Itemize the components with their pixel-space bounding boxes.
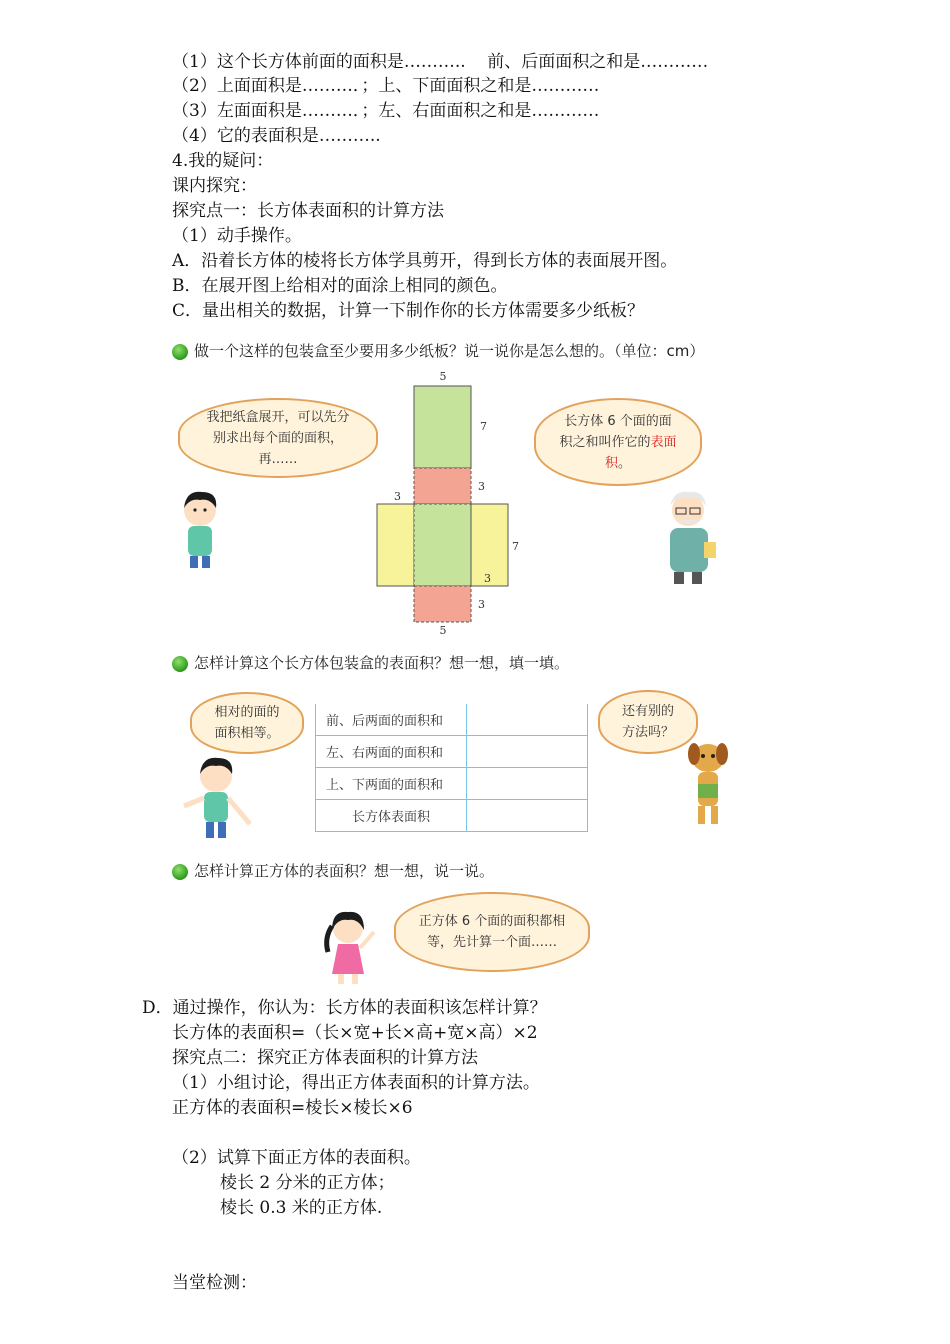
- table-row: [316, 736, 588, 768]
- boy-thinking-illustration: [176, 486, 226, 570]
- net-label-right-height: 7: [512, 540, 519, 553]
- girl-speech-bubble: 正方体 6 个面的面积都相等，先计算一个面……: [394, 892, 590, 972]
- net-label-right-width: 3: [484, 572, 491, 585]
- figure-heading-3: 怎样计算正方体的表面积？想一想，说一说。: [194, 862, 495, 880]
- cuboid-net-diagram: [360, 366, 540, 638]
- point-two-heading: 探究点二：探究正方体表面积的计算方法: [172, 1048, 478, 1068]
- net-label-left: 3: [394, 490, 401, 503]
- practice-step: （2）试算下面正方体的表面积。: [172, 1148, 421, 1168]
- boy-speech-bubble-1: 我把纸盒展开，可以先分别求出每个面的面积，再……: [178, 398, 378, 478]
- green-bullet-icon: [172, 344, 188, 360]
- teacher-speech-bubble: 长方体 6 个面的面积之和叫作它的表面积。: [534, 398, 702, 486]
- table-row: [316, 768, 588, 800]
- net-label-top: 5: [439, 370, 447, 383]
- point-one-heading: 探究点一：长方体表面积的计算方法: [172, 201, 444, 221]
- green-bullet-icon: [172, 864, 188, 880]
- highlight-term: 表面积: [604, 434, 677, 471]
- answer-cell[interactable]: [467, 704, 588, 736]
- question-line-3: （3）左面面积是………．；左、右面面积之和是…………: [172, 101, 600, 121]
- step-c: C．量出相关的数据，计算一下制作你的长方体需要多少纸板？: [172, 301, 645, 321]
- figure-heading-2: 怎样计算这个长方体包装盒的表面积？想一想，填一填。: [194, 654, 570, 672]
- dog-speech-bubble: 还有别的方法吗？: [598, 690, 698, 754]
- net-face-left: [377, 504, 414, 586]
- cube-formula: 正方体的表面积=棱长×棱长×6: [172, 1098, 413, 1118]
- step-a: A．沿着长方体的棱将长方体学具剪开，得到长方体的表面展开图。: [172, 251, 678, 271]
- surface-area-fill-table: [315, 704, 588, 832]
- boy-speech-bubble-2: 相对的面的面积相等。: [190, 692, 304, 754]
- answer-cell[interactable]: [467, 800, 588, 832]
- table-row-label: 长方体表面积: [316, 800, 467, 832]
- cuboid-formula: 长方体的表面积=（长×宽+长×高+宽×高）×2: [172, 1023, 538, 1043]
- grandpa-teacher-illustration: [656, 486, 720, 586]
- question-line-2: （2）上面面积是………．；上、下面面积之和是…………: [172, 76, 600, 96]
- table-row-label: 前、后两面的面积和: [316, 704, 467, 736]
- figure-heading-1: 做一个这样的包装盒至少要用多少纸板？说一说你是怎么想的。（单位：cm）: [194, 342, 705, 360]
- net-face-front: [414, 504, 471, 586]
- group-discussion-step: （1）小组讨论，得出正方体表面积的计算方法。: [172, 1073, 540, 1093]
- table-row: [316, 704, 588, 736]
- in-class-test-heading: 当堂检测：: [172, 1273, 257, 1293]
- net-label-bottom: 5: [439, 624, 447, 637]
- step-b: B．在展开图上给相对的面涂上相同的颜色。: [172, 276, 508, 296]
- table-row-label: 上、下两面的面积和: [316, 768, 467, 800]
- net-label-height: 7: [480, 420, 487, 433]
- dog-character-illustration: [680, 738, 736, 830]
- hands-on-step: （1）动手操作。: [172, 226, 302, 246]
- step-d: D．通过操作，你认为：长方体的表面积该怎样计算？: [142, 998, 547, 1018]
- boy-pointing-illustration: [176, 754, 256, 840]
- table-row-label: 左、右两面的面积和: [316, 736, 467, 768]
- net-label-mid-a: 3: [478, 480, 485, 493]
- practice-item-2: 棱长 0.3 米的正方体.: [220, 1198, 383, 1218]
- girl-pointing-illustration: [318, 908, 380, 984]
- question-line-4: （4）它的表面积是………..: [172, 126, 381, 146]
- answer-cell[interactable]: [467, 736, 588, 768]
- net-face-top: [414, 468, 471, 504]
- question-line-1: （1）这个长方体前面的面积是……….. 前、后面面积之和是…………: [172, 52, 709, 72]
- net-face-bottom: [414, 586, 471, 622]
- practice-item-1: 棱长 2 分米的正方体；: [220, 1173, 395, 1193]
- in-class-heading: 课内探究：: [172, 176, 257, 196]
- table-row: [316, 800, 588, 832]
- net-label-mid-b: 3: [478, 598, 485, 611]
- green-bullet-icon: [172, 656, 188, 672]
- my-questions-heading: 4.我的疑问：: [172, 151, 274, 171]
- net-face-back: [414, 386, 471, 468]
- answer-cell[interactable]: [467, 768, 588, 800]
